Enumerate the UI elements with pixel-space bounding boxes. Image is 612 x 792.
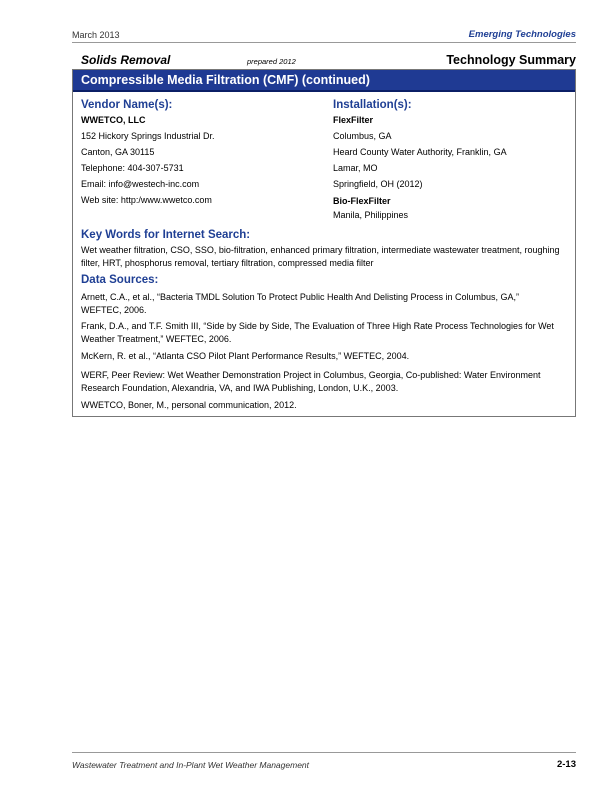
vendor-website: Web site: http:/www.wwetco.com bbox=[81, 195, 212, 205]
data-sources-heading: Data Sources: bbox=[81, 274, 159, 286]
content-box bbox=[72, 69, 576, 417]
header-series-title: Emerging Technologies bbox=[468, 29, 576, 40]
installation-item: Heard County Water Authority, Franklin, GA bbox=[333, 147, 507, 157]
data-source-item: WWETCO, Boner, M., personal communication, 2012. bbox=[81, 400, 297, 410]
installation-group-bio-flexfilter: Bio-FlexFilter bbox=[333, 196, 391, 206]
data-source-item: McKern, R. et al., “Atlanta CSO Pilot Plant Performance Results,” WEFTEC, 2004. bbox=[81, 351, 410, 361]
vendor-city-line: Canton, GA 30115 bbox=[81, 147, 155, 157]
footer-divider bbox=[72, 752, 576, 753]
header-divider bbox=[72, 42, 576, 43]
keywords-text: Wet weather filtration, CSO, SSO, bio-filtration, enhanced primary filtration, intermediate wastewater treatment, roughing filter, HRT, phosphorus removal, tertiary filtration, compressed media filter bbox=[81, 245, 560, 268]
vendor-name: WWETCO, LLC bbox=[81, 115, 146, 125]
installations-heading: Installation(s): bbox=[333, 99, 412, 111]
installation-item: Springfield, OH (2012) bbox=[333, 179, 423, 189]
data-source-item: Arnett, C.A., et al., “Bacteria TMDL Solution To Protect Public Health And Delisting Process in Columbus, GA,” WEFTEC, 2006. bbox=[81, 292, 520, 315]
installation-item: Lamar, MO bbox=[333, 163, 378, 173]
footer-title: Wastewater Treatment and In-Plant Wet Weather Management bbox=[72, 760, 310, 770]
installation-item: Manila, Philippines bbox=[333, 210, 409, 220]
installation-item: Columbus, GA bbox=[333, 131, 392, 141]
vendor-heading: Vendor Name(s): bbox=[81, 99, 173, 111]
data-source-item: WERF, Peer Review: Wet Weather Demonstration Project in Columbus, Georgia, Co-published: Water Environment Research Foundation, Alexandria, VA, and IWA Publishing, London, U.K., 2003. bbox=[81, 370, 541, 393]
technology-summary-label: Technology Summary bbox=[446, 53, 576, 67]
banner-title: Compressible Media Filtration (CMF) (continued) bbox=[81, 73, 370, 87]
vendor-telephone: Telephone: 404-307-5731 bbox=[81, 163, 184, 173]
header-date: March 2013 bbox=[72, 30, 120, 40]
keywords-heading: Key Words for Internet Search: bbox=[81, 229, 251, 241]
prepared-note: prepared 2012 bbox=[247, 57, 296, 66]
page-number: 2-13 bbox=[556, 759, 576, 770]
section-title: Solids Removal bbox=[81, 53, 171, 67]
vendor-email: Email: info@westech-inc.com bbox=[81, 179, 200, 189]
data-source-item: Frank, D.A., and T.F. Smith III, “Side by Side by Side, The Evaluation of Three High Rate Process Technologies for Wet Weather Treatment,” WEFTEC, 2006. bbox=[81, 321, 554, 344]
installation-group-flexfilter: FlexFilter bbox=[333, 115, 374, 125]
vendor-address-line: 152 Hickory Springs Industrial Dr. bbox=[81, 131, 215, 141]
